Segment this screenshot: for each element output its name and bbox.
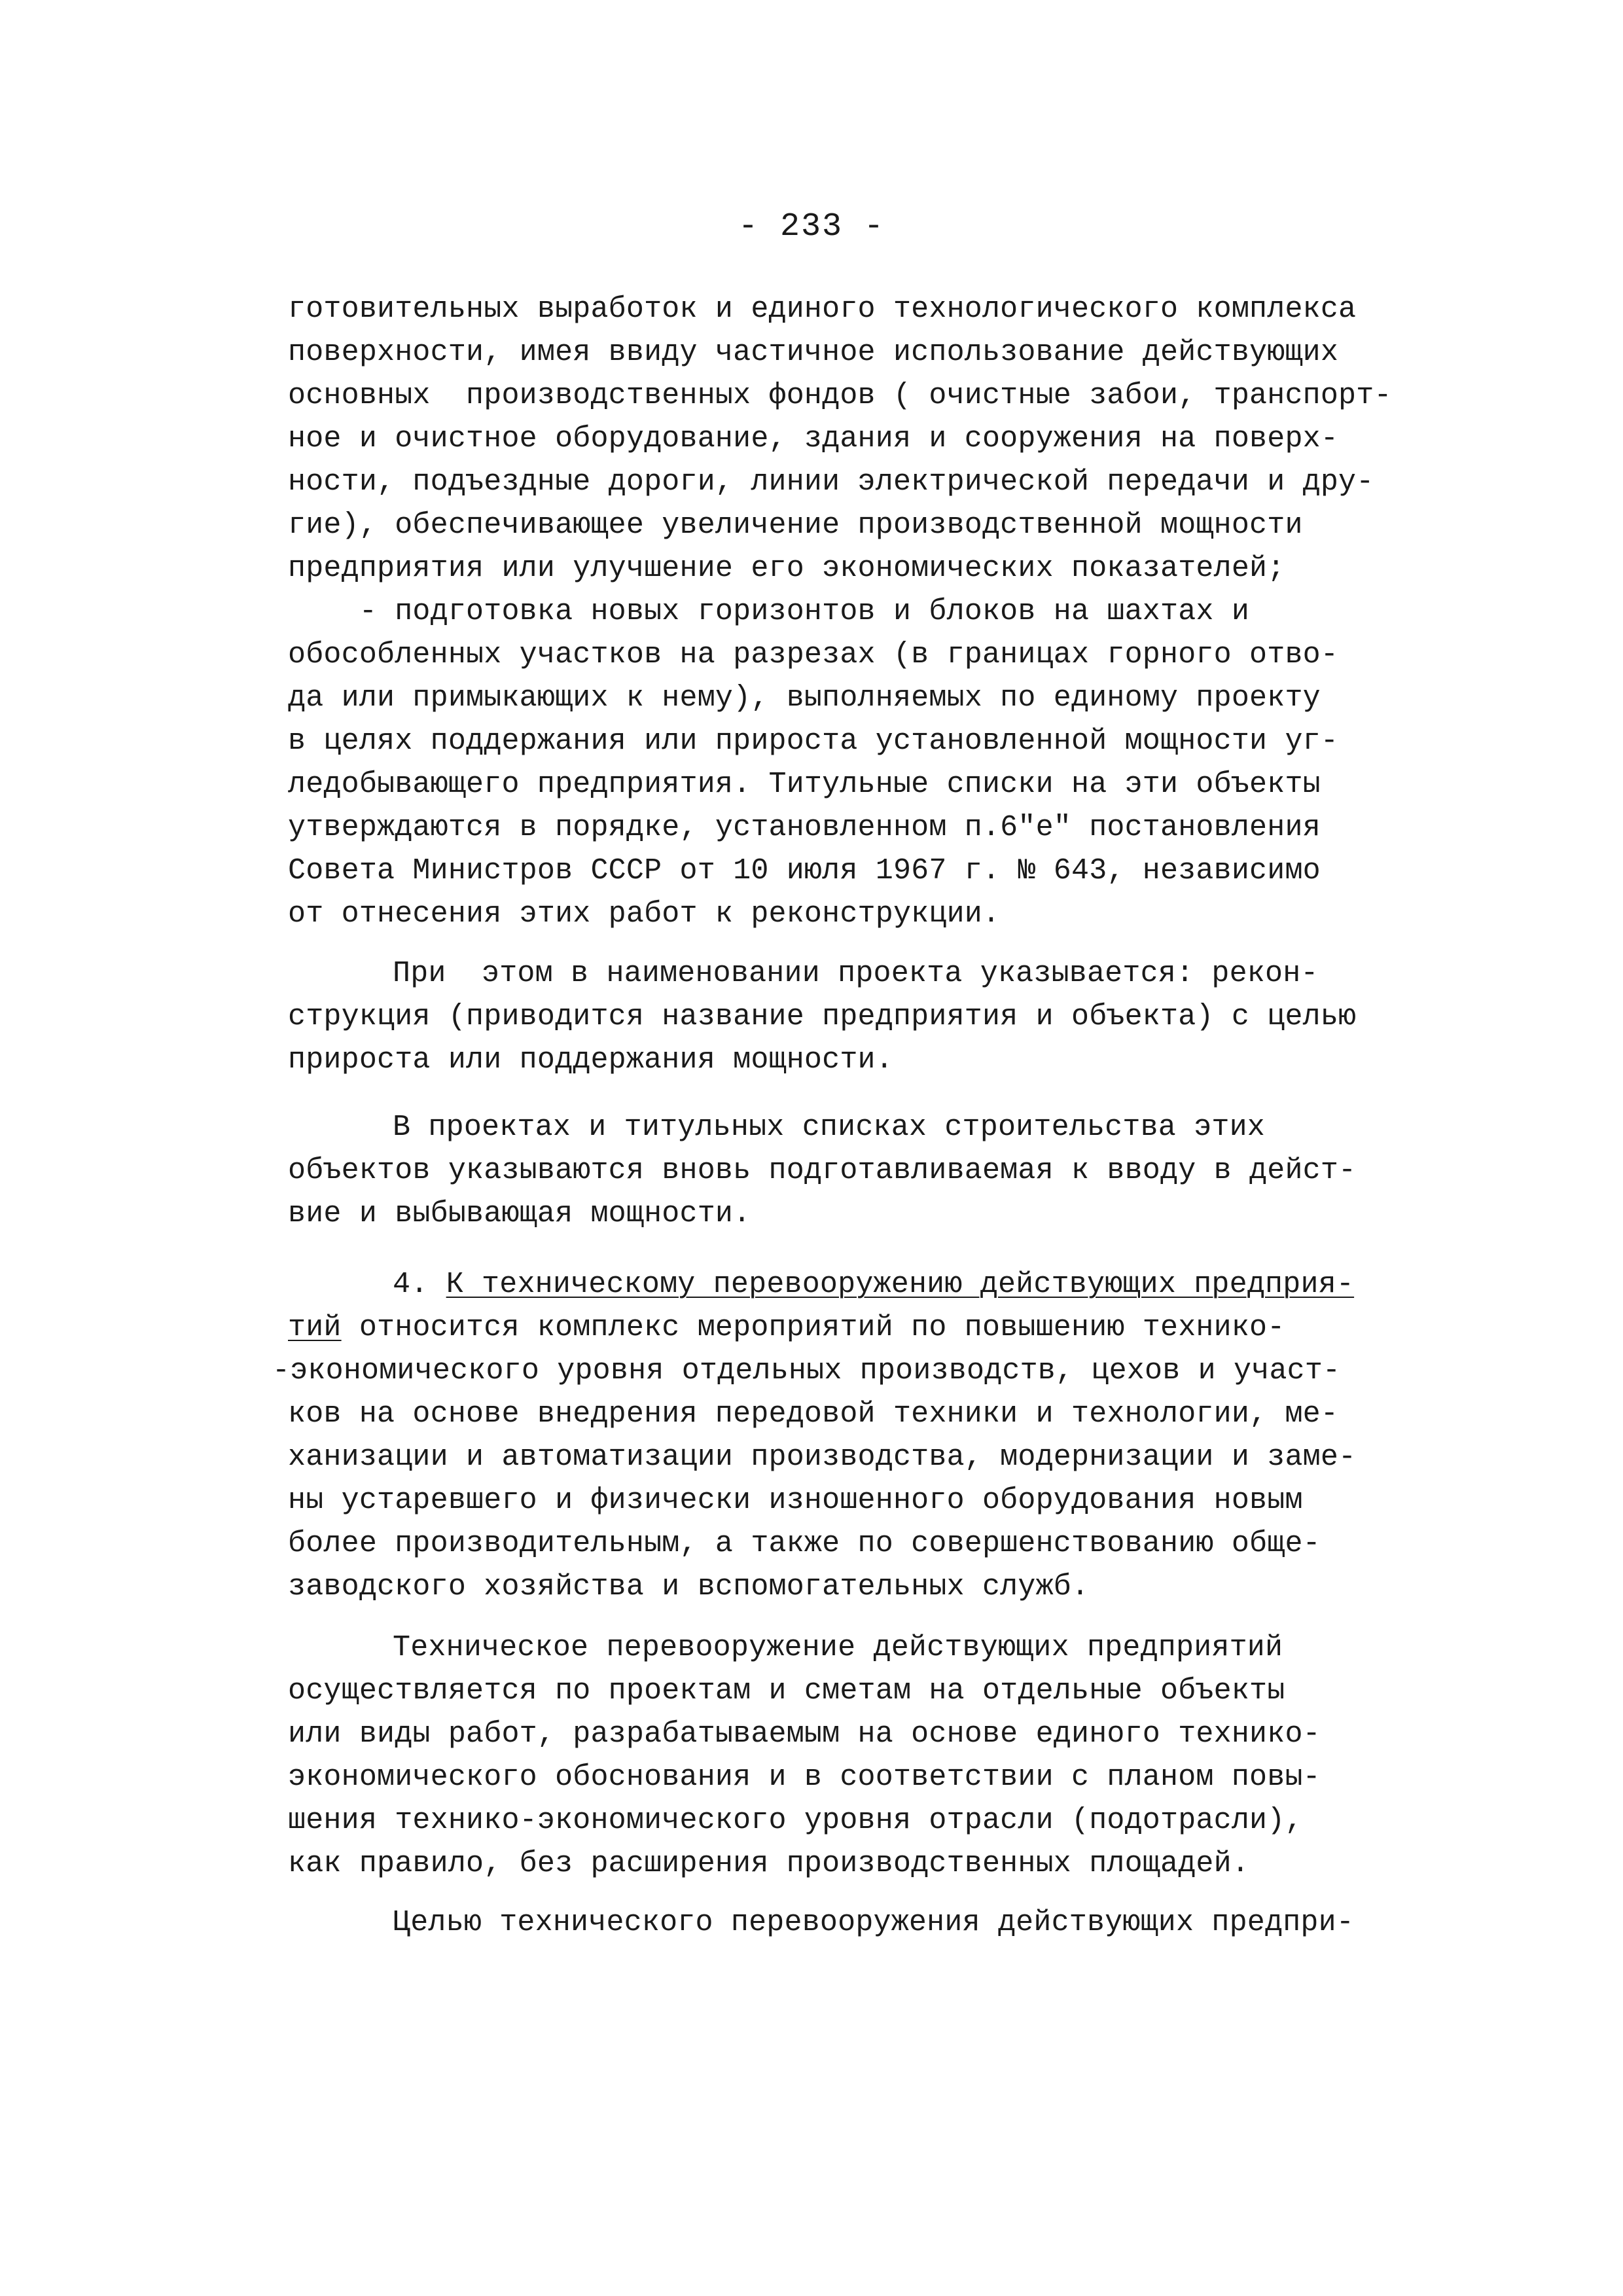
text-line: -экономического уровня отдельных производств, цехов и участ- [272, 1354, 1341, 1388]
text-line: обособленных участков на разрезах (в границах горного отво- [288, 638, 1339, 672]
text-line: основных производственных фондов ( очистные забои, транспорт- [288, 379, 1392, 412]
text-line: Совета Министров СССР от 10 июля 1967 г. № 643, независимо [288, 854, 1321, 888]
text-line: более производительным, а также по совершенствованию обще- [288, 1527, 1321, 1560]
text-line: от отнесения этих работ к реконструкции. [288, 897, 1001, 931]
text-line: готовительных выработок и единого технологического комплекса [288, 293, 1357, 326]
paragraph-3 [288, 1106, 1374, 1236]
text-line: в целях поддержания или прироста установленной мощности уг- [288, 725, 1339, 758]
text-line: ное и очистное оборудование, здания и сооружения на поверх- [288, 422, 1339, 456]
section-term-continued: тий [288, 1311, 342, 1344]
text-line: поверхности, имея ввиду частичное использование действующих [288, 336, 1339, 369]
text-line: ханизации и автоматизации производства, модернизации и заме- [288, 1441, 1357, 1474]
text-line: ности, подъездные дороги, линии электрической передачи и дру- [288, 465, 1374, 499]
text-line: да или примыкающих к нему), выполняемых по единому проекту [288, 681, 1321, 715]
text-line: как правило, без расширения производственных площадей. [288, 1847, 1250, 1880]
paragraph-2 [288, 952, 1374, 1082]
text-line: шения технико-экономического уровня отрасли (подотрасли), [288, 1804, 1303, 1837]
text-line: ков на основе внедрения передовой техники и технологии, ме- [288, 1397, 1339, 1431]
text-line: экономического обоснования и в соответствии с планом повы- [288, 1761, 1321, 1794]
paragraph-5 [288, 1626, 1374, 1886]
text-line: или виды работ, разрабатываемым на основе единого технико- [288, 1717, 1321, 1751]
text-line: ны устаревшего и физически изношенного оборудования новым [288, 1484, 1303, 1517]
text-line: В проектах и титульных списках строительства этих [393, 1111, 1266, 1144]
section-4 [272, 1263, 1374, 1609]
section-term: К техническому перевооружению действующих предприя- [446, 1268, 1355, 1301]
text-line: осуществляется по проектам и сметам на отдельные объекты [288, 1674, 1285, 1708]
text-line: Техническое перевооружение действующих предприятий [393, 1631, 1283, 1664]
text-line: - подготовка новых горизонтов и блоков на шахтах и [288, 595, 1250, 628]
text-line: вие и выбывающая мощности. [288, 1197, 751, 1230]
text-line: Целью технического перевооружения действующих предпри- [393, 1906, 1355, 1939]
text-line [288, 1306, 1374, 1350]
section-4-line-2-rest: относится комплекс мероприятий по повышению технико- [341, 1311, 1285, 1344]
text-line: объектов указываются вновь подготавливаемая к вводу в дейст- [288, 1154, 1357, 1187]
section-number: 4. [393, 1268, 429, 1301]
text-line: При этом в наименовании проекта указывается: рекон- [393, 957, 1319, 990]
text-line: утверждаются в порядке, установленном п.6"е" постановления [288, 811, 1321, 844]
text-line: струкция (приводится название предприятия и объекта) с целью [288, 1000, 1357, 1033]
paragraph-6 [288, 1901, 1374, 1945]
text-line: прироста или поддержания мощности. [288, 1043, 893, 1077]
text-line: предприятия или улучшение его экономических показателей; [288, 552, 1285, 585]
section-4-heading-line [288, 1263, 1374, 1306]
text-line: заводского хозяйства и вспомогательных служб. [288, 1570, 1090, 1604]
text-line: ледобывающего предприятия. Титульные списки на эти объекты [288, 768, 1321, 801]
text-line: гие), обеспечивающее увеличение производственной мощности [288, 509, 1303, 542]
page-number: - 233 - [738, 208, 885, 245]
paragraph-1 [288, 288, 1392, 936]
